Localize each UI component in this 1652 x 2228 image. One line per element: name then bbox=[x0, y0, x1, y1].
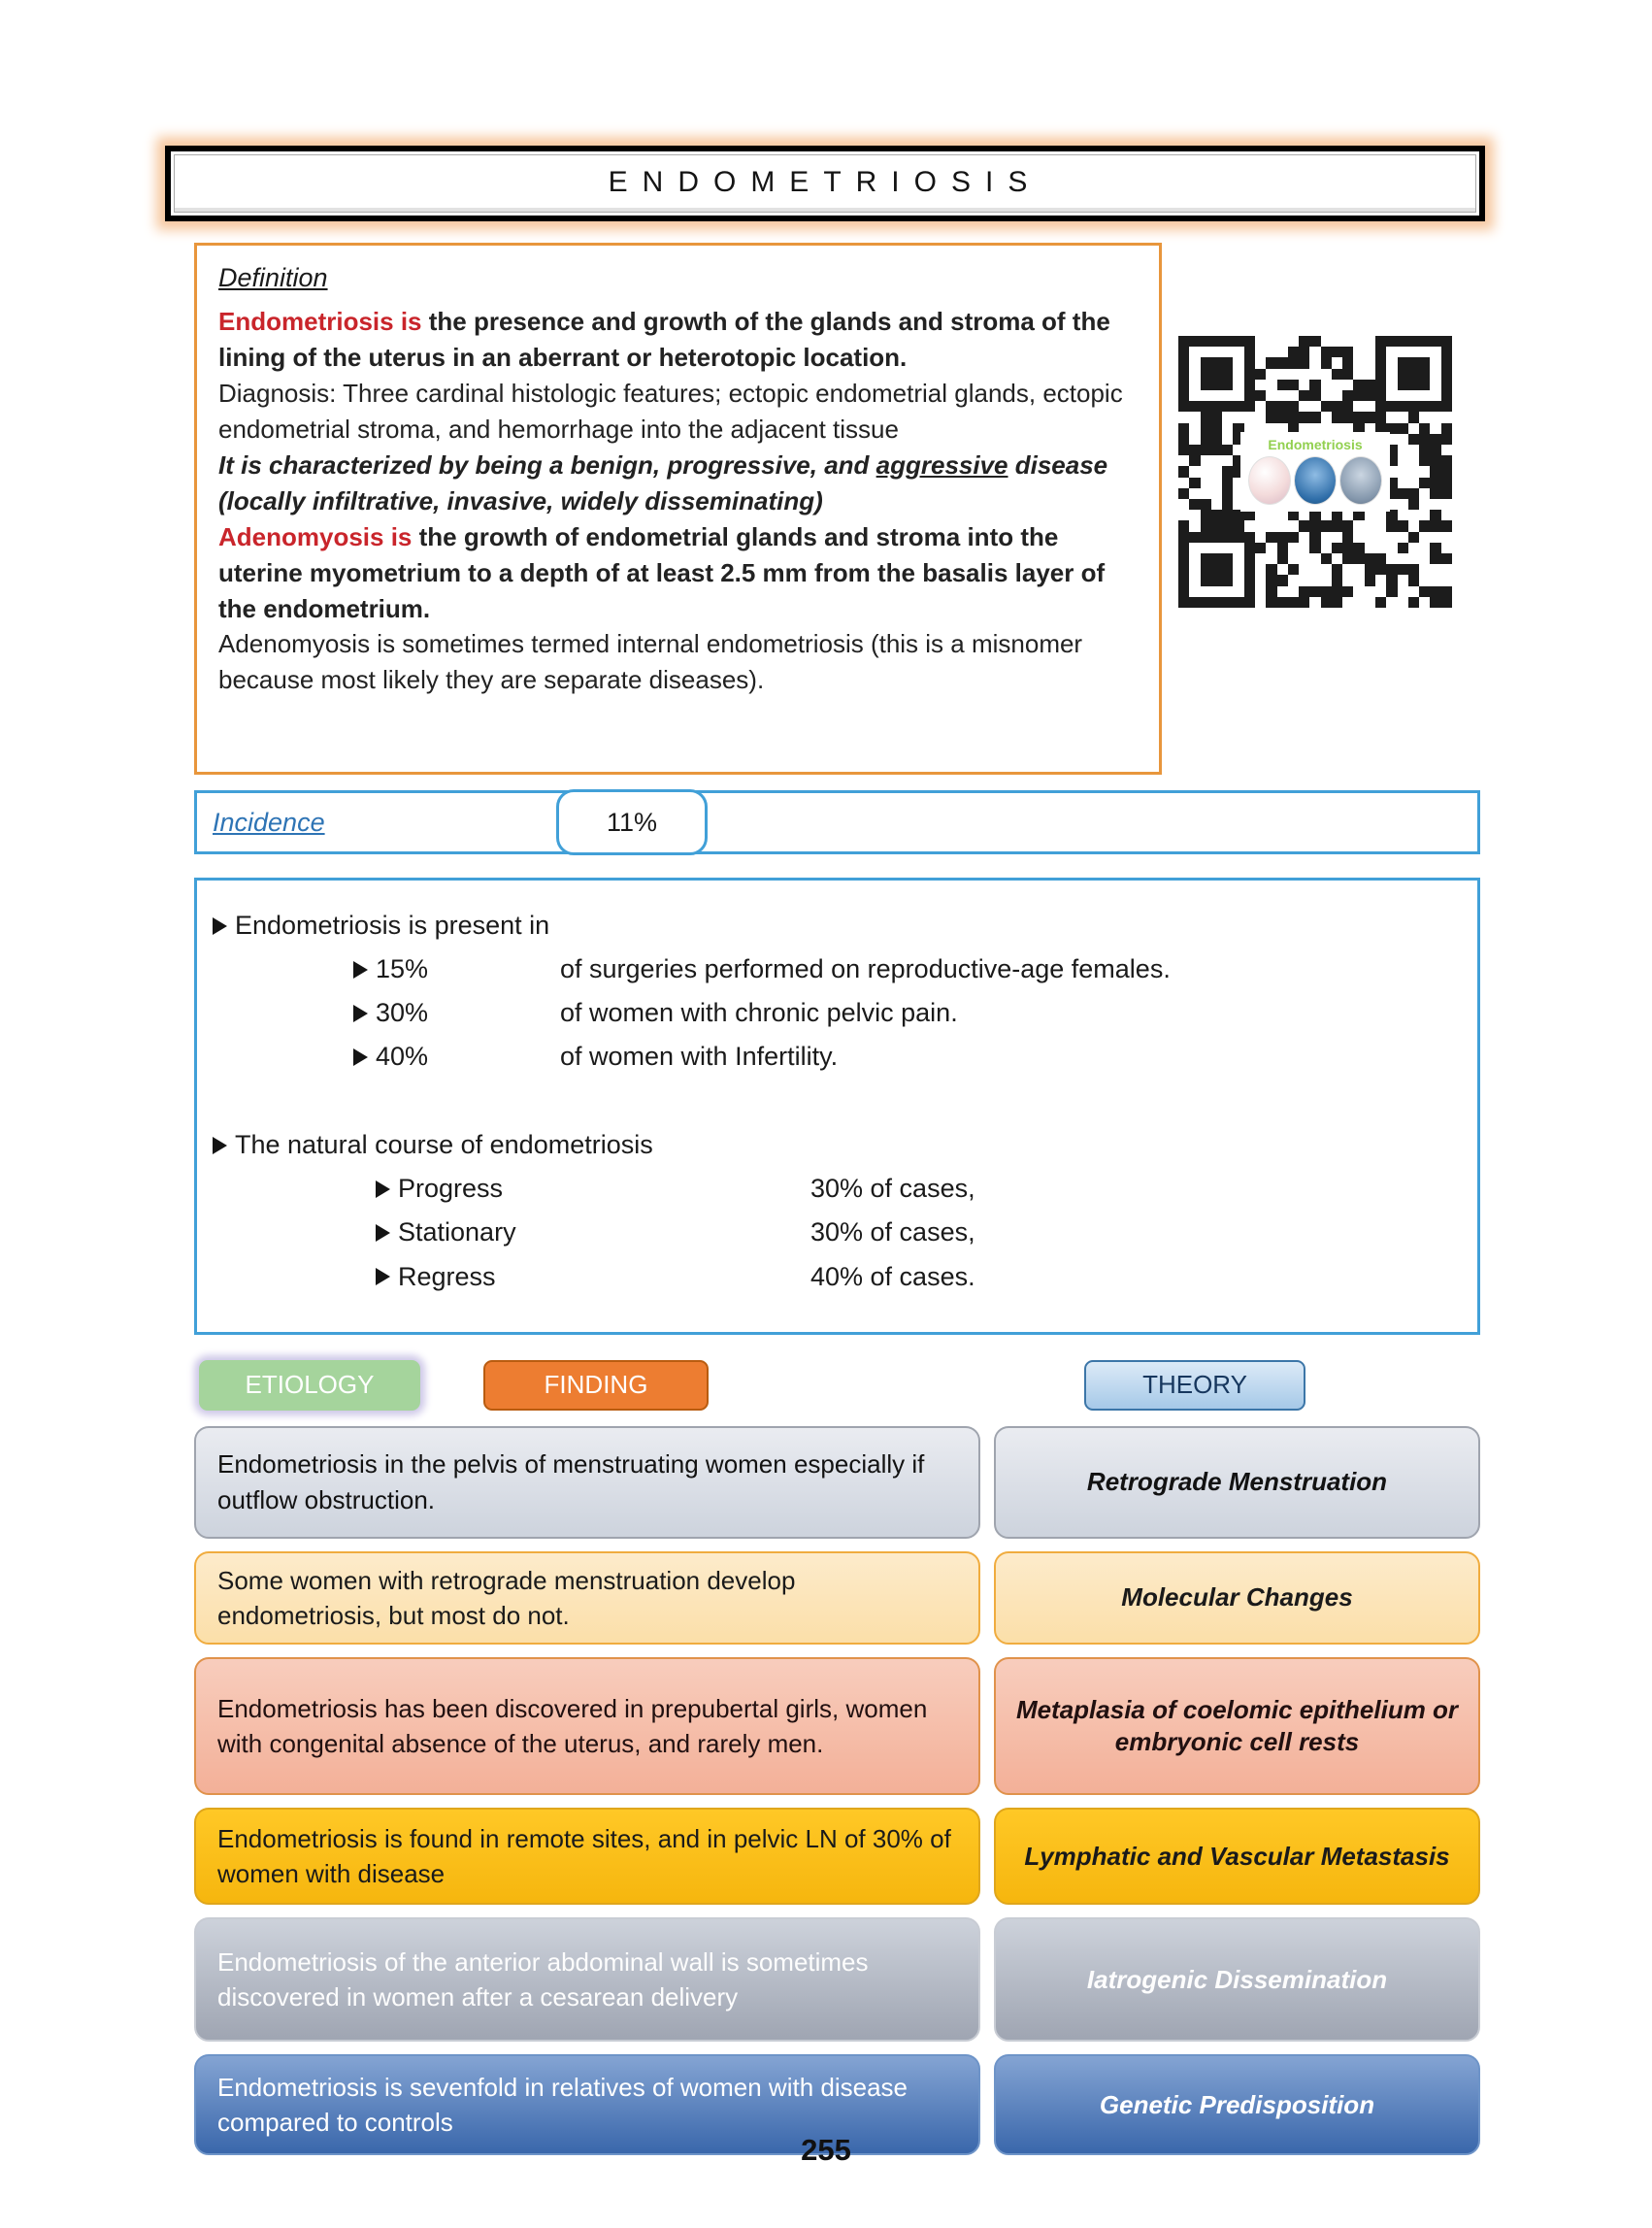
page-title: ENDOMETRIOSIS bbox=[608, 166, 1042, 198]
finding-text: Some women with retrograde menstruation develop endometriosis, but most do not. bbox=[194, 1551, 980, 1646]
definition-heading: Definition bbox=[218, 263, 328, 292]
theory-label: Lymphatic and Vascular Metastasis bbox=[994, 1808, 1480, 1905]
arrow-bullet-icon bbox=[213, 1137, 227, 1154]
page-title-frame bbox=[174, 154, 1476, 213]
table-row bbox=[194, 1426, 1480, 1539]
arrow-bullet-icon bbox=[213, 917, 227, 935]
theory-header: THEORY bbox=[1084, 1360, 1305, 1411]
arrow-bullet-icon bbox=[353, 1005, 368, 1022]
characterized-underlined: aggressive bbox=[876, 449, 1008, 480]
stats-present-item: 15% of surgeries performed on reproductive-age females. bbox=[353, 948, 1458, 991]
page-number: 255 bbox=[801, 2133, 851, 2167]
characterized-post: disease (locally infiltrative, invasive, widely disseminating) bbox=[218, 449, 1108, 515]
qr-photo-icons bbox=[1248, 456, 1382, 505]
qr-photo-icon bbox=[1339, 456, 1382, 505]
theory-label: Iatrogenic Dissemination bbox=[994, 1917, 1480, 2042]
definition-box bbox=[194, 243, 1162, 775]
qr-center-label: Endometriosis bbox=[1268, 437, 1363, 452]
definition-characterized bbox=[218, 448, 1136, 519]
stats-present-item: 40% of women with Infertility. bbox=[353, 1035, 1458, 1079]
theory-label: Metaplasia of coelomic epithelium or embryonic cell rests bbox=[994, 1657, 1480, 1795]
stats-spacer bbox=[213, 1079, 1458, 1123]
finding-header: FINDING bbox=[483, 1360, 709, 1411]
stats-course-item: Progress 30% of cases, bbox=[376, 1167, 1458, 1211]
qr-photo-icon bbox=[1294, 456, 1337, 505]
etiology-header: ETIOLOGY bbox=[199, 1360, 420, 1411]
stats-present-heading: Endometriosis is present in bbox=[213, 904, 1458, 948]
finding-text: Endometriosis in the pelvis of menstruating women especially if outflow obstruction. bbox=[194, 1426, 980, 1539]
definition-endometriosis bbox=[218, 304, 1136, 376]
finding-text: Endometriosis has been discovered in prepubertal girls, women with congenital absence of the uterus, and rarely men. bbox=[194, 1657, 980, 1795]
definition-diagnosis: Diagnosis: Three cardinal histologic features; ectopic endometrial glands, ectopic endometrial stroma, and hemorrhage into the adjacent tissue bbox=[218, 379, 1123, 445]
incidence-stats-box bbox=[194, 878, 1480, 1335]
endometriosis-term: Endometriosis is bbox=[218, 307, 422, 337]
page-title-bar bbox=[165, 146, 1485, 221]
stats-course-item: Regress 40% of cases. bbox=[376, 1255, 1458, 1299]
incidence-value: 11% bbox=[556, 789, 708, 855]
finding-text: Endometriosis is sevenfold in relatives of women with disease compared to controls bbox=[194, 2054, 980, 2155]
table-row bbox=[194, 1657, 1480, 1795]
column-headers bbox=[194, 1360, 1480, 1411]
table-row bbox=[194, 1917, 1480, 2042]
definition-note: Adenomyosis is sometimes termed internal endometriosis (this is a misnomer because most likely they are separate diseases). bbox=[218, 629, 1083, 695]
stats-course-heading: The natural course of endometriosis bbox=[213, 1123, 1458, 1167]
table-row bbox=[194, 1551, 1480, 1646]
theory-label: Molecular Changes bbox=[994, 1551, 1480, 1646]
finding-text: Endometriosis of the anterior abdominal wall is sometimes discovered in women after a cesarean delivery bbox=[194, 1917, 980, 2042]
stats-course-item: Stationary 30% of cases, bbox=[376, 1211, 1458, 1254]
arrow-bullet-icon bbox=[353, 1048, 368, 1066]
definition-adenomyosis bbox=[218, 519, 1136, 627]
arrow-bullet-icon bbox=[376, 1268, 390, 1285]
qr-center-overlay bbox=[1174, 332, 1456, 612]
theory-label: Retrograde Menstruation bbox=[994, 1426, 1480, 1539]
incidence-bar bbox=[194, 790, 1480, 854]
definition-section bbox=[194, 243, 1480, 775]
finding-text: Endometriosis is found in remote sites, and in pelvic LN of 30% of women with disease bbox=[194, 1808, 980, 1905]
adenomyosis-term: Adenomyosis is bbox=[218, 521, 413, 551]
arrow-bullet-icon bbox=[376, 1224, 390, 1242]
incidence-heading: Incidence bbox=[213, 807, 325, 837]
table-row bbox=[194, 1808, 1480, 1905]
endometriosis-text: the presence and growth of the glands and stroma of the lining of the uterus in an aberrant or heterotopic location. bbox=[218, 307, 1110, 373]
qr-code bbox=[1174, 332, 1456, 612]
arrow-bullet-icon bbox=[353, 961, 368, 979]
stats-present-item: 30% of women with chronic pelvic pain. bbox=[353, 991, 1458, 1035]
adenomyosis-text: the growth of endometrial glands and stroma into the uterine myometrium to a depth of at least 2.5 mm from the basalis layer of the endometrium. bbox=[218, 521, 1106, 623]
theory-label: Genetic Predisposition bbox=[994, 2054, 1480, 2155]
characterized-pre: It is characterized by being a benign, progressive, and bbox=[218, 449, 876, 480]
qr-photo-icon bbox=[1248, 456, 1291, 505]
etiology-table bbox=[194, 1426, 1480, 2156]
arrow-bullet-icon bbox=[376, 1181, 390, 1198]
